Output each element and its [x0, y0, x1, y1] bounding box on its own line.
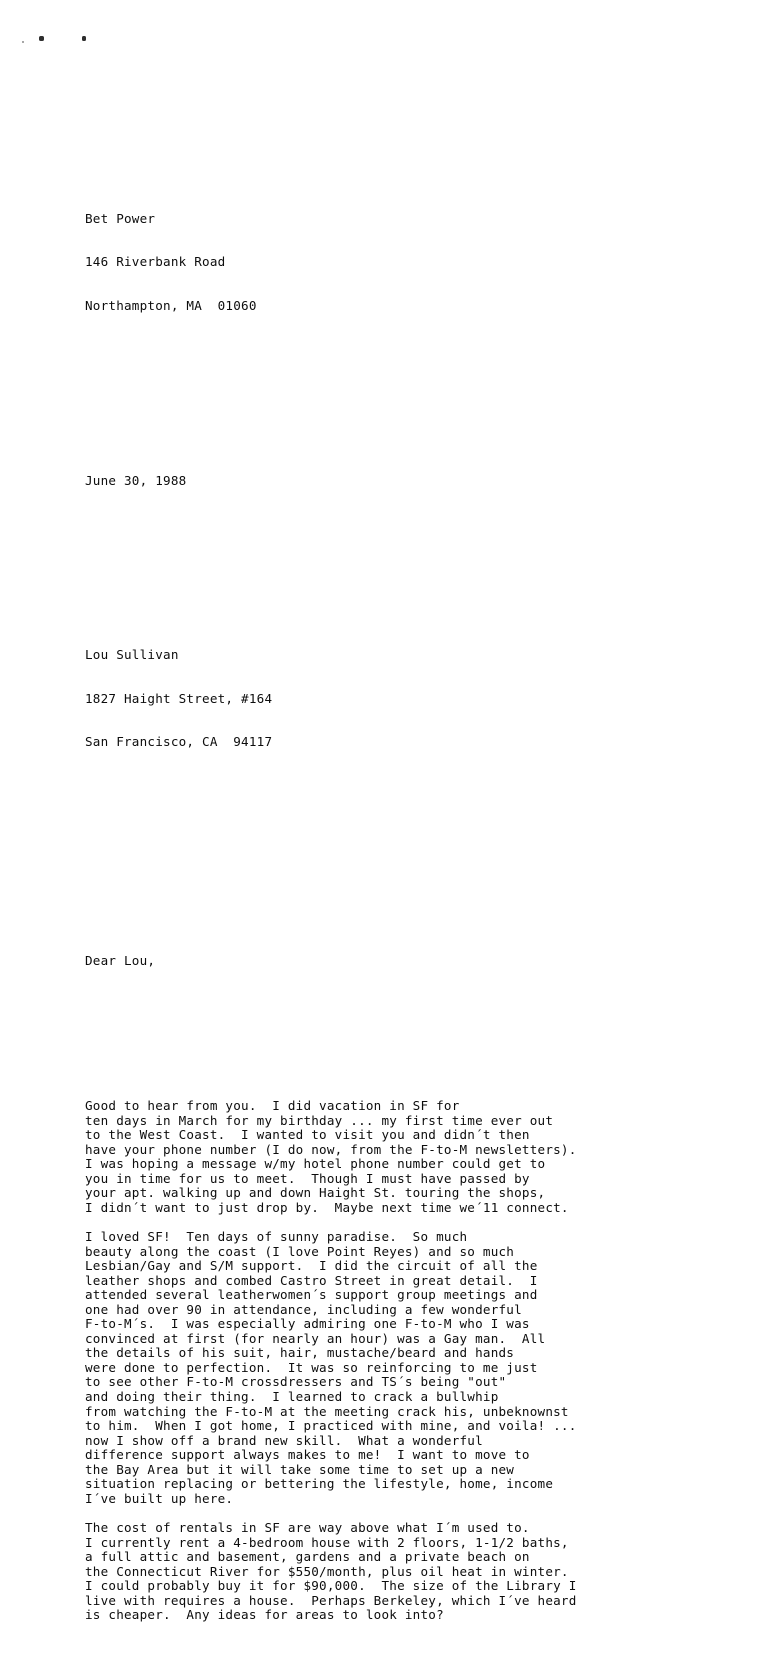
- letter-line: I currently rent a 4-bedroom house with 2 floors, 1-1/2 baths,: [85, 1534, 569, 1550]
- letter-line: leather shops and combed Castro Street in great detail. I: [85, 1272, 538, 1288]
- letter-line: is cheaper. Any ideas for areas to look into?: [85, 1607, 444, 1623]
- letter-line: now I show off a brand new skill. What a wonderful: [85, 1432, 483, 1448]
- letter-line: one had over 90 in attendance, including a few wonderful: [85, 1301, 522, 1317]
- scan-speck-artifact: [22, 41, 24, 43]
- spacer: [85, 866, 685, 881]
- letter-line: ten days in March for my birthday ... my first time ever out: [85, 1112, 554, 1128]
- spacer: [85, 1506, 685, 1521]
- letter-line: difference support always makes to me! I want to move to: [85, 1447, 530, 1463]
- letter-line: Good to hear from you. I did vacation in SF for: [85, 1098, 460, 1114]
- letter-line: to the West Coast. I wanted to visit you and didn´t then: [85, 1127, 530, 1143]
- letter-line: situation replacing or bettering the lifestyle, home, income: [85, 1476, 554, 1492]
- letter-line: your apt. walking up and down Haight St. touring the shops,: [85, 1185, 546, 1201]
- letter-line: you in time for us to meet. Though I must have passed by: [85, 1170, 530, 1186]
- letter-line: live with requires a house. Perhaps Berkeley, which I´ve heard: [85, 1592, 577, 1608]
- spacer: [85, 1041, 685, 1056]
- letter-paragraph: [85, 1230, 685, 1506]
- letter-paragraph: [85, 1521, 685, 1623]
- letter-body: [85, 139, 685, 1666]
- paragraph-container: [85, 1099, 685, 1623]
- spacer: [85, 1215, 685, 1230]
- letter-line: I loved SF! Ten days of sunny paradise. So much: [85, 1229, 468, 1245]
- letter-line: The cost of rentals in SF are way above what I´m used to.: [85, 1519, 530, 1535]
- letter-line: a full attic and basement, gardens and a private beach on: [85, 1549, 530, 1565]
- salutation-block: [85, 925, 685, 998]
- letter-line: beauty along the coast (I love Point Reyes) and so much: [85, 1243, 515, 1259]
- spacer: [85, 561, 685, 576]
- letter-line: F-to-M´s. I was especially admiring one F-to-M who I was: [85, 1316, 530, 1332]
- letter-line: from watching the F-to-M at the meeting crack his, unbeknownst: [85, 1403, 569, 1419]
- letter-line: and doing their thing. I learned to crack a bullwhip: [85, 1389, 499, 1405]
- letter-line: I didn´t want to just drop by. Maybe next time we´11 connect.: [85, 1199, 569, 1215]
- spacer: [85, 823, 685, 838]
- letter-line: convinced at first (for nearly an hour) was a Gay man. All: [85, 1330, 546, 1346]
- recipient-address-block: [85, 619, 685, 779]
- letter-line: I´ve built up here.: [85, 1490, 234, 1506]
- date-block: [85, 444, 685, 517]
- recipient-street: 1827 Haight Street, #164: [85, 690, 273, 706]
- letter-line: have your phone number (I do now, from the F-to-M newsletters).: [85, 1141, 577, 1157]
- sender-street: 146 Riverbank Road: [85, 254, 226, 270]
- scan-speck-artifact: [82, 36, 86, 41]
- letter-line: the Bay Area but it will take some time to set up a new: [85, 1461, 515, 1477]
- letter-line: I could probably buy it for $90,000. The size of the Library I: [85, 1578, 577, 1594]
- letter-line: the details of his suit, hair, mustache/beard and hands: [85, 1345, 515, 1361]
- letter-line: were done to perfection. It was so reinforcing to me just: [85, 1359, 538, 1375]
- recipient-name: Lou Sullivan: [85, 647, 179, 663]
- letter-line: to see other F-to-M crossdressers and TS´s being "out": [85, 1374, 507, 1390]
- letter-line: Lesbian/Gay and S/M support. I did the circuit of all the: [85, 1258, 538, 1274]
- spacer: [85, 386, 685, 401]
- letter-line: I was hoping a message w/my hotel phone number could get to: [85, 1156, 546, 1172]
- salutation: Dear Lou,: [85, 952, 156, 968]
- letter-date: June 30, 1988: [85, 472, 187, 488]
- letter-line: attended several leatherwomen´s support group meetings and: [85, 1287, 538, 1303]
- sender-name: Bet Power: [85, 210, 156, 226]
- scan-speck-artifact: [39, 36, 44, 41]
- recipient-city-state-zip: San Francisco, CA 94117: [85, 734, 273, 750]
- letter-paragraph: [85, 1099, 685, 1215]
- letter-line: to him. When I got home, I practiced with mine, and voila! ...: [85, 1418, 577, 1434]
- letter-line: the Connecticut River for $550/month, plus oil heat in winter.: [85, 1563, 569, 1579]
- sender-address-block: [85, 183, 685, 343]
- sender-city-state-zip: Northampton, MA 01060: [85, 298, 257, 314]
